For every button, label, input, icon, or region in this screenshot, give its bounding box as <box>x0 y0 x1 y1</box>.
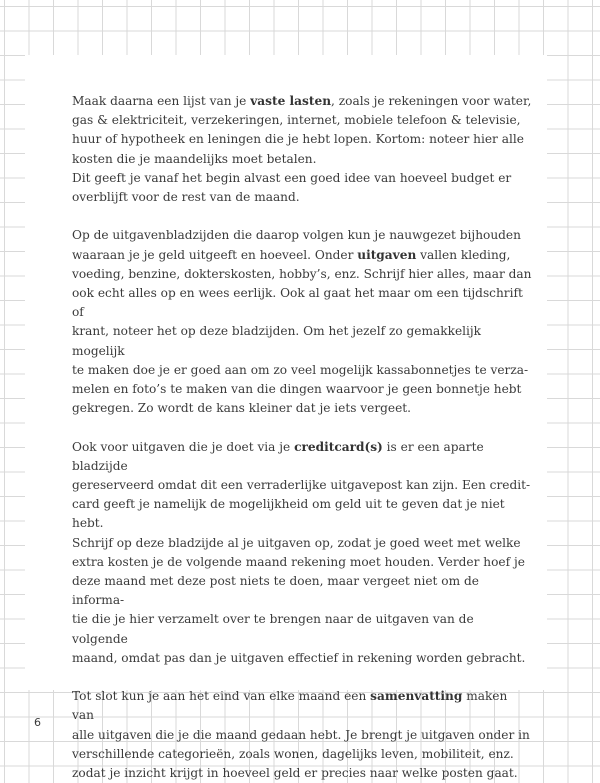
text-run: kosten die je maandelijks moet betalen. <box>72 151 317 166</box>
text-run: huur of hypotheek en leningen die je hebt lopen. Kortom: noteer hier alle <box>72 132 524 147</box>
text-run: deze maand met deze post niets te doen, maar vergeet niet om de informa- <box>72 574 479 608</box>
paragraph <box>72 92 532 207</box>
text-run: gereserveerd omdat dit een verraderlijke uitgavepost kan zijn. Een credit- <box>72 478 531 493</box>
emphasized-term: samenvatting <box>370 689 463 704</box>
text-run: Tot slot kun je aan het eind van elke maand een <box>72 689 371 704</box>
text-run: Dit geeft je vanaf het begin alvast een goed idee van hoeveel budget er <box>72 170 512 185</box>
text-run: voeding, benzine, dokterskosten, hobby’s, enz. Schrijf hier alles, maar dan <box>72 266 532 281</box>
body-text <box>72 92 532 783</box>
text-run: waaraan je je geld uitgeeft en hoeveel. Onder <box>72 247 358 262</box>
paragraph <box>72 687 532 783</box>
text-run: is er een aparte bladzijde <box>72 439 484 473</box>
text-run: Maak daarna een lijst van je <box>72 94 251 108</box>
emphasized-term: creditcard(s) <box>294 439 383 454</box>
text-run: alle uitgaven die je die maand gedaan hebt. Je brengt je uitgaven onder in <box>72 727 530 742</box>
text-run: maken van <box>72 689 508 723</box>
text-run: , zoals je rekeningen voor water, <box>331 94 532 108</box>
page-number: 6 <box>34 716 41 729</box>
text-run: overblijft voor de rest van de maand. <box>72 190 300 205</box>
text-run: Schrijf op deze bladzijde al je uitgaven op, zodat je goed weet met welke <box>72 535 521 550</box>
text-run: extra kosten je de volgende maand rekening moet houden. Verder hoef je <box>72 554 525 569</box>
text-run: zodat je inzicht krijgt in hoeveel geld er precies naar welke posten gaat. <box>72 766 518 781</box>
text-run: maand, omdat pas dan je uitgaven effectief in rekening worden gebracht. <box>72 650 526 665</box>
paragraph <box>72 226 532 418</box>
text-run: gas & elektriciteit, verzekeringen, internet, mobiele telefoon & televisie, <box>72 113 521 128</box>
paragraph <box>72 438 532 668</box>
text-run: te maken doe je er goed aan om zo veel mogelijk kassabonnetjes te verza- <box>72 362 529 377</box>
text-run: vallen kleding, <box>416 247 511 262</box>
text-run: card geeft je namelijk de mogelijkheid om geld uit te geven dat je niet hebt. <box>72 497 505 531</box>
text-run: melen en foto’s te maken van die dingen waarvoor je geen bonnetje hebt <box>72 382 522 397</box>
text-run: Op de uitgavenbladzijden die daarop volgen kun je nauwgezet bijhouden <box>72 228 521 243</box>
text-run: gekregen. Zo wordt de kans kleiner dat je iets vergeet. <box>72 401 412 416</box>
text-run: verschillende categorieën, zoals wonen, dagelijks leven, mobiliteit, enz. <box>72 746 514 761</box>
text-run: krant, noteer het op deze bladzijden. Om het jezelf zo gemakkelijk mogelijk <box>72 324 482 358</box>
emphasized-term: uitgaven <box>357 247 417 262</box>
text-run: Ook voor uitgaven die je doet via je <box>72 439 295 454</box>
text-run: tie die je hier verzamelt over te brengen naar de uitgaven van de volgende <box>72 612 474 646</box>
text-run: ook echt alles op en wees eerlijk. Ook al gaat het maar om een tijdschrift of <box>72 286 523 320</box>
emphasized-term: vaste lasten <box>250 94 332 108</box>
